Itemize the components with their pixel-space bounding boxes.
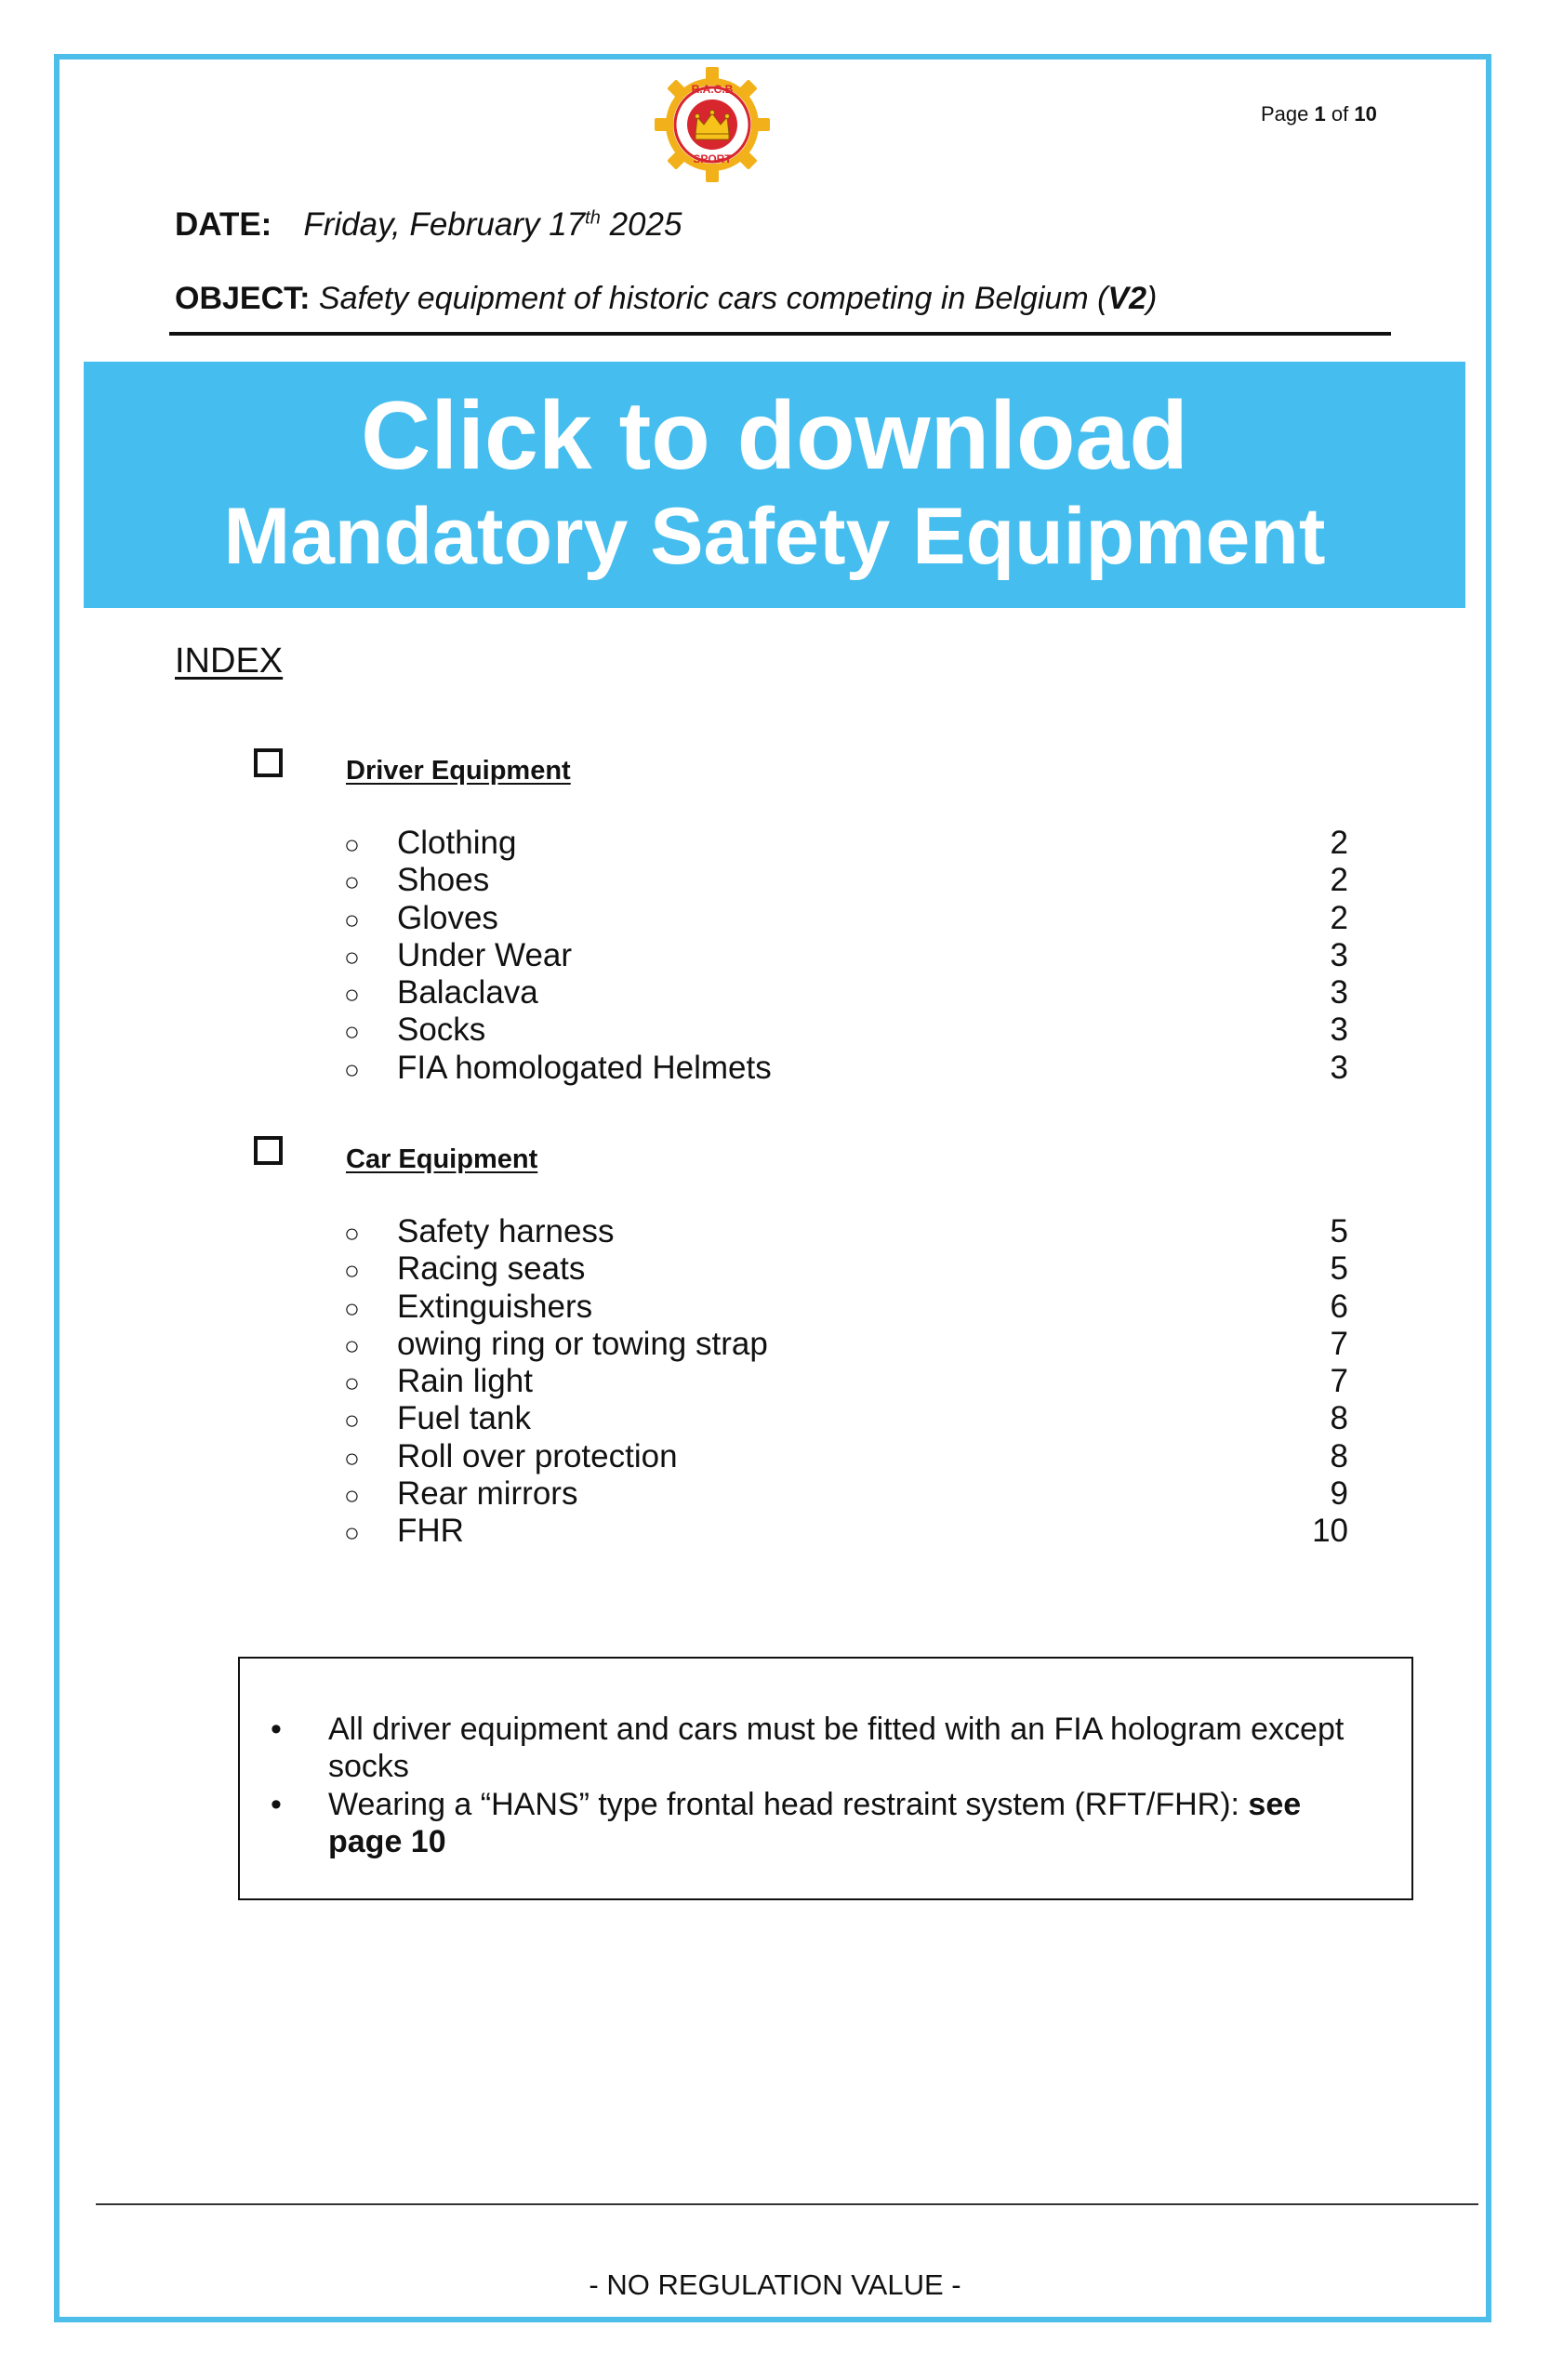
date-row: [175, 206, 682, 244]
section-checkbox[interactable]: [254, 748, 283, 777]
object-label: OBJECT:: [175, 281, 311, 316]
racb-sport-logo: [655, 67, 770, 182]
circle-bullet-icon: ○: [344, 1293, 360, 1323]
circle-bullet-icon: ○: [344, 942, 360, 972]
header-divider: [169, 332, 1391, 336]
item-list: [344, 1213, 1348, 1551]
item-list: [344, 825, 1348, 1087]
list-item[interactable]: ○ Gloves 2: [344, 900, 1348, 937]
note-item: • Wearing a “HANS” type frontal head restraint system (RFT/FHR): see page 10: [271, 1787, 1302, 1859]
page-total: 10: [1354, 102, 1377, 126]
list-item[interactable]: ○ owing ring or towing strap 7: [344, 1326, 1348, 1363]
circle-bullet-icon: ○: [344, 1368, 360, 1398]
list-item[interactable]: ○ Clothing 2: [344, 825, 1348, 862]
list-item[interactable]: ○ Roll over protection 8: [344, 1438, 1348, 1475]
list-item[interactable]: ○ Balaclava 3: [344, 974, 1348, 1012]
circle-bullet-icon: ○: [344, 1443, 360, 1473]
list-item[interactable]: ○ Socks 3: [344, 1012, 1348, 1049]
section-checkbox[interactable]: [254, 1136, 283, 1165]
circle-bullet-icon: ○: [344, 1330, 360, 1360]
list-item[interactable]: ○ Under Wear 3: [344, 937, 1348, 974]
notes-box: [238, 1657, 1413, 1900]
list-item[interactable]: ○ Rear mirrors 9: [344, 1475, 1348, 1513]
circle-bullet-icon: ○: [344, 980, 360, 1010]
note-item: • All driver equipment and cars must be fitted with an FIA hologram except socks: [271, 1712, 1345, 1784]
list-item[interactable]: ○ Fuel tank 8: [344, 1400, 1348, 1437]
list-item[interactable]: ○ Extinguishers 6: [344, 1289, 1348, 1326]
circle-bullet-icon: ○: [344, 1219, 360, 1248]
circle-bullet-icon: ○: [344, 1054, 360, 1084]
object-row: [175, 281, 1157, 317]
logo-text-top: R.A.C.B: [691, 83, 734, 96]
page-prefix: Page: [1261, 102, 1309, 126]
footer-text: - NO REGULATION VALUE -: [589, 2268, 961, 2301]
list-item[interactable]: ○ FHR 10: [344, 1513, 1348, 1550]
list-item[interactable]: ○ FIA homologated Helmets 3: [344, 1050, 1348, 1087]
list-item[interactable]: ○ Safety harness 5: [344, 1213, 1348, 1250]
circle-bullet-icon: ○: [344, 867, 360, 897]
bullet-dot-icon: •: [271, 1712, 282, 1747]
circle-bullet-icon: ○: [344, 1481, 360, 1511]
index-title: INDEX: [175, 641, 284, 681]
circle-bullet-icon: ○: [344, 1406, 360, 1435]
date-label: DATE:: [175, 206, 272, 243]
list-item[interactable]: ○ Rain light 7: [344, 1363, 1348, 1400]
section-title: Car Equipment: [346, 1144, 538, 1174]
banner-line-2: Mandatory Safety Equipment: [223, 492, 1326, 581]
list-item[interactable]: ○ Racing seats 5: [344, 1250, 1348, 1288]
circle-bullet-icon: ○: [344, 1256, 360, 1286]
circle-bullet-icon: ○: [344, 830, 360, 859]
bullet-dot-icon: •: [271, 1787, 282, 1822]
download-banner-button[interactable]: [84, 362, 1465, 608]
page-current: 1: [1314, 102, 1326, 126]
circle-bullet-icon: ○: [344, 1518, 360, 1548]
logo-text-bottom: SPORT: [693, 152, 732, 165]
date-value: Friday, February 17th 2025: [303, 206, 682, 243]
page-number: [1261, 102, 1377, 126]
page-sep: of: [1331, 102, 1349, 126]
object-value: Safety equipment of historic cars competing in Belgium (V2): [310, 281, 1158, 316]
banner-line-1: Click to download: [361, 382, 1188, 490]
section-title: Driver Equipment: [346, 756, 571, 786]
list-item[interactable]: ○ Shoes 2: [344, 862, 1348, 899]
circle-bullet-icon: ○: [344, 905, 360, 934]
footer-divider: [96, 2203, 1478, 2205]
circle-bullet-icon: ○: [344, 1017, 360, 1047]
